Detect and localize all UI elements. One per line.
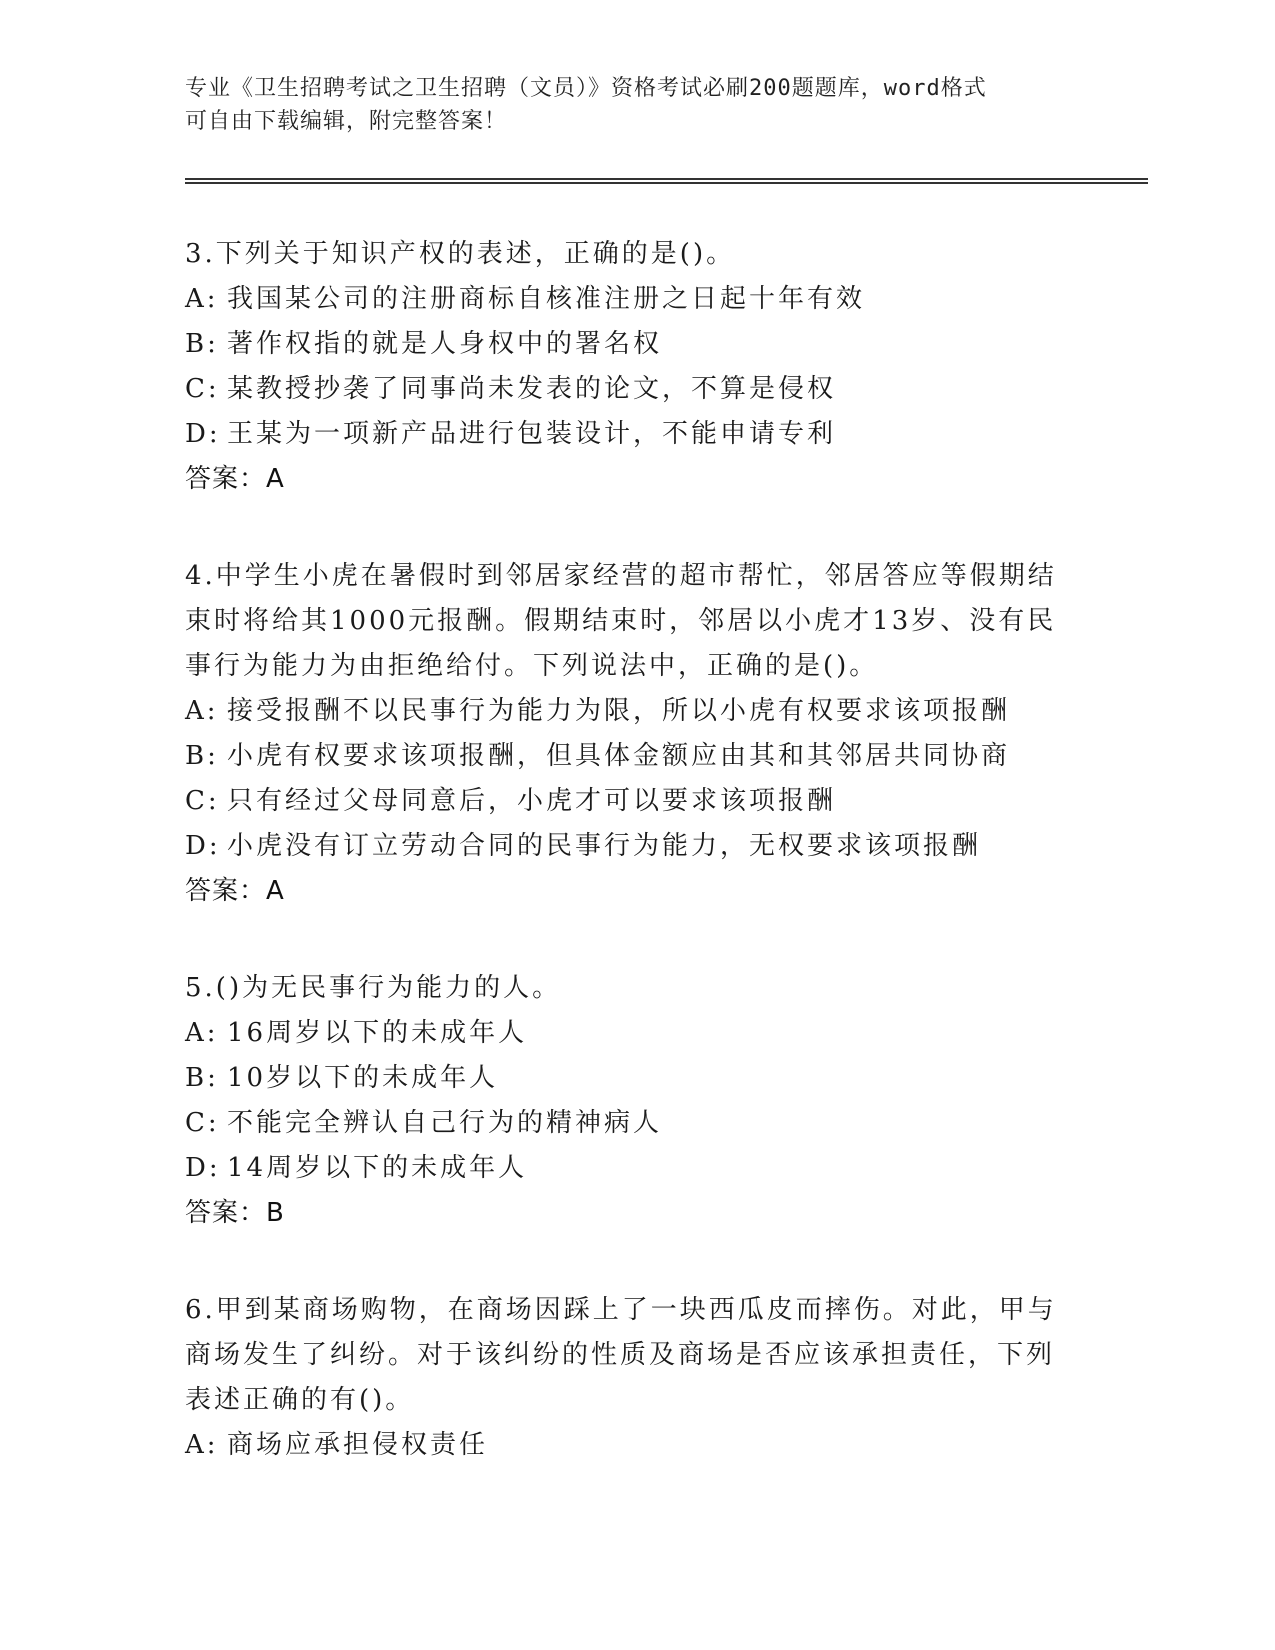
option-text: 只有经过父母同意后，小虎才可以要求该项报酬	[227, 786, 837, 816]
option-label: B:	[185, 741, 219, 771]
question-stem: 5.()为无民事行为能力的人。	[185, 973, 562, 1003]
option-d	[185, 824, 1085, 869]
option-text: 商场应承担侵权责任	[227, 1430, 489, 1460]
option-b	[185, 322, 1085, 367]
option-text: 我国某公司的注册商标自核准注册之日起十年有效	[227, 284, 866, 314]
question-6	[185, 1288, 1085, 1468]
option-label: B:	[185, 1063, 219, 1093]
option-label: C:	[185, 374, 220, 404]
option-label: A:	[185, 1430, 219, 1460]
option-text: 10岁以下的未成年人	[227, 1063, 499, 1093]
option-b	[185, 1056, 1085, 1101]
option-label: A:	[185, 284, 219, 314]
option-d	[185, 412, 1085, 457]
option-b	[185, 734, 1085, 779]
option-label: D:	[185, 419, 221, 449]
option-label: A:	[185, 1018, 219, 1048]
option-text: 某教授抄袭了同事尚未发表的论文，不算是侵权	[227, 374, 837, 404]
question-5	[185, 966, 1085, 1236]
option-text: 王某为一项新产品进行包装设计，不能申请专利	[227, 419, 837, 449]
option-a	[185, 1011, 1085, 1056]
option-label: C:	[185, 786, 220, 816]
option-text: 接受报酬不以民事行为能力为限，所以小虎有权要求该项报酬	[227, 696, 1011, 726]
question-list	[185, 232, 1085, 1520]
option-label: C:	[185, 1108, 220, 1138]
question-3	[185, 232, 1085, 502]
header-divider-top	[185, 178, 1148, 180]
option-label: D:	[185, 1153, 221, 1183]
option-c	[185, 779, 1085, 824]
question-stem: 束时将给其1000元报酬。假期结束时，邻居以小虎才13岁、没有民	[185, 606, 1057, 636]
question-4	[185, 554, 1085, 914]
option-a	[185, 1423, 1085, 1468]
header-line-2: 可自由下载编辑，附完整答案！	[185, 109, 508, 134]
option-d	[185, 1146, 1085, 1191]
option-text: 不能完全辨认自己行为的精神病人	[227, 1108, 663, 1138]
question-stem: 表述正确的有()。	[185, 1385, 415, 1415]
option-text: 小虎没有订立劳动合同的民事行为能力，无权要求该项报酬	[227, 831, 982, 861]
answer-line: 答案：A	[185, 876, 285, 906]
option-a	[185, 277, 1085, 322]
answer-line: 答案：B	[185, 1198, 285, 1228]
option-c	[185, 1101, 1085, 1146]
header-divider-bottom	[185, 182, 1148, 184]
option-label: B:	[185, 329, 219, 359]
question-stem: 商场发生了纠纷。对于该纠纷的性质及商场是否应该承担责任，下列	[185, 1340, 1056, 1370]
answer-line: 答案：A	[185, 464, 285, 494]
option-c	[185, 367, 1085, 412]
document-header	[185, 72, 1065, 138]
option-text: 小虎有权要求该项报酬，但具体金额应由其和其邻居共同协商	[227, 741, 1011, 771]
question-stem: 3.下列关于知识产权的表述，正确的是()。	[185, 239, 736, 269]
option-a	[185, 689, 1085, 734]
question-stem: 6.甲到某商场购物，在商场因踩上了一块西瓜皮而摔伤。对此，甲与	[185, 1295, 1057, 1325]
option-text: 16周岁以下的未成年人	[227, 1018, 528, 1048]
header-line-1: 专业《卫生招聘考试之卫生招聘（文员）》资格考试必刷200题题库，word格式	[185, 76, 987, 101]
option-label: D:	[185, 831, 221, 861]
option-label: A:	[185, 696, 219, 726]
question-stem: 事行为能力为由拒绝给付。下列说法中，正确的是()。	[185, 651, 879, 681]
option-text: 14周岁以下的未成年人	[227, 1153, 528, 1183]
question-stem: 4.中学生小虎在暑假时到邻居家经营的超市帮忙，邻居答应等假期结	[185, 561, 1057, 591]
option-text: 著作权指的就是人身权中的署名权	[227, 329, 663, 359]
